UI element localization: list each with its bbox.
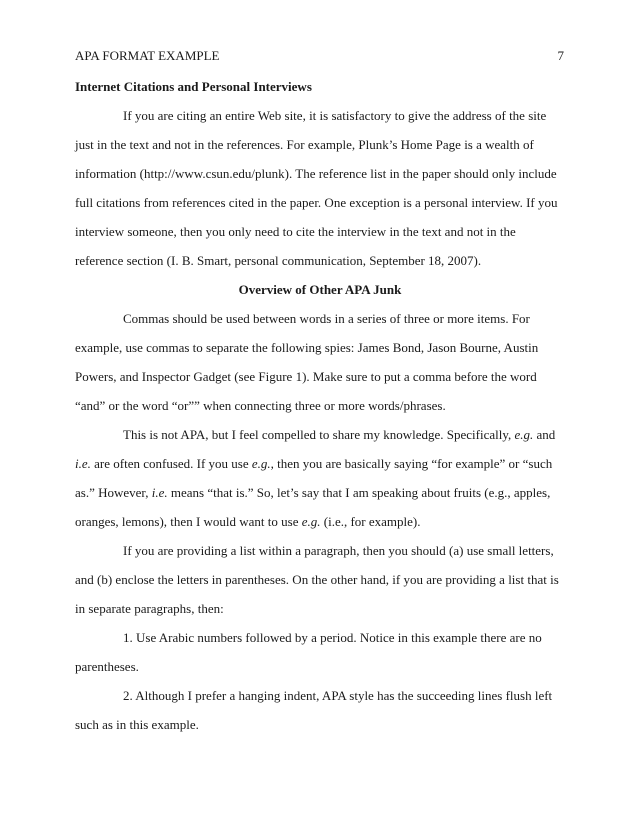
body-text — [75, 72, 565, 739]
section-heading-internet-citations: Internet Citations and Personal Interviews — [75, 79, 312, 94]
text-run: then you are basically saying “for example” or “such as.” However, — [75, 456, 556, 500]
text-run: This is not APA, but I feel compelled to share my knowledge. Specifically, — [123, 427, 515, 442]
paragraph-lists: If you are providing a list within a paragraph, then you should (a) use small letters, and (b) enclose the letters in parentheses. On the other hand, if you are providing a list that is in separate paragraphs, then: — [75, 543, 559, 616]
running-header — [75, 48, 564, 64]
paragraph-commas: Commas should be used between words in a series of three or more items. For example, use commas to separate the following spies: James Bond, Jason Bourne, Austin Powers, and Inspector Gadget (see Figure 1). Make sure to put a comma before the word “and” or the word “or”” when connecting three or more words/phrases. — [75, 311, 539, 413]
italic-term: i.e. — [75, 456, 91, 471]
italic-term: e.g. — [301, 514, 321, 529]
text-run: and — [533, 427, 559, 442]
list-item-1: 1. Use Arabic numbers followed by a period. Notice in this example there are no parentheses. — [75, 630, 542, 674]
list-item-2: 2. Although I prefer a hanging indent, APA style has the succeeding lines flush left such as in this example. — [75, 688, 553, 732]
page-number: 7 — [557, 48, 564, 63]
text-run: (i.e., for example). — [320, 514, 421, 529]
italic-term: e.g., — [251, 456, 274, 471]
italic-term: e.g. — [514, 427, 534, 442]
header-title: APA FORMAT EXAMPLE — [75, 48, 220, 63]
text-run: means “that is.” So, let’s say that I am speaking about fruits (e.g., apples, oranges, lemons), then I would want to use — [75, 485, 554, 529]
text-run: are often confused. If you use — [90, 456, 252, 471]
paragraph-internet-citations: If you are citing an entire Web site, it is satisfactory to give the address of the site just in the text and not in the references. For example, Plunk’s Home Page is a wealth of information (http://www.csun.edu/plunk). The reference list in the paper should only include full citations from references cited in the paper. One exception is a personal interview. If you interview someone, then you only need to cite the interview in the text and not in the reference section (I. B. Smart, personal communication, September 18, 2007). — [75, 108, 558, 268]
paragraph-eg-ie — [75, 420, 565, 536]
section-heading-overview: Overview of Other APA Junk — [238, 282, 402, 297]
italic-term: i.e. — [151, 485, 168, 500]
